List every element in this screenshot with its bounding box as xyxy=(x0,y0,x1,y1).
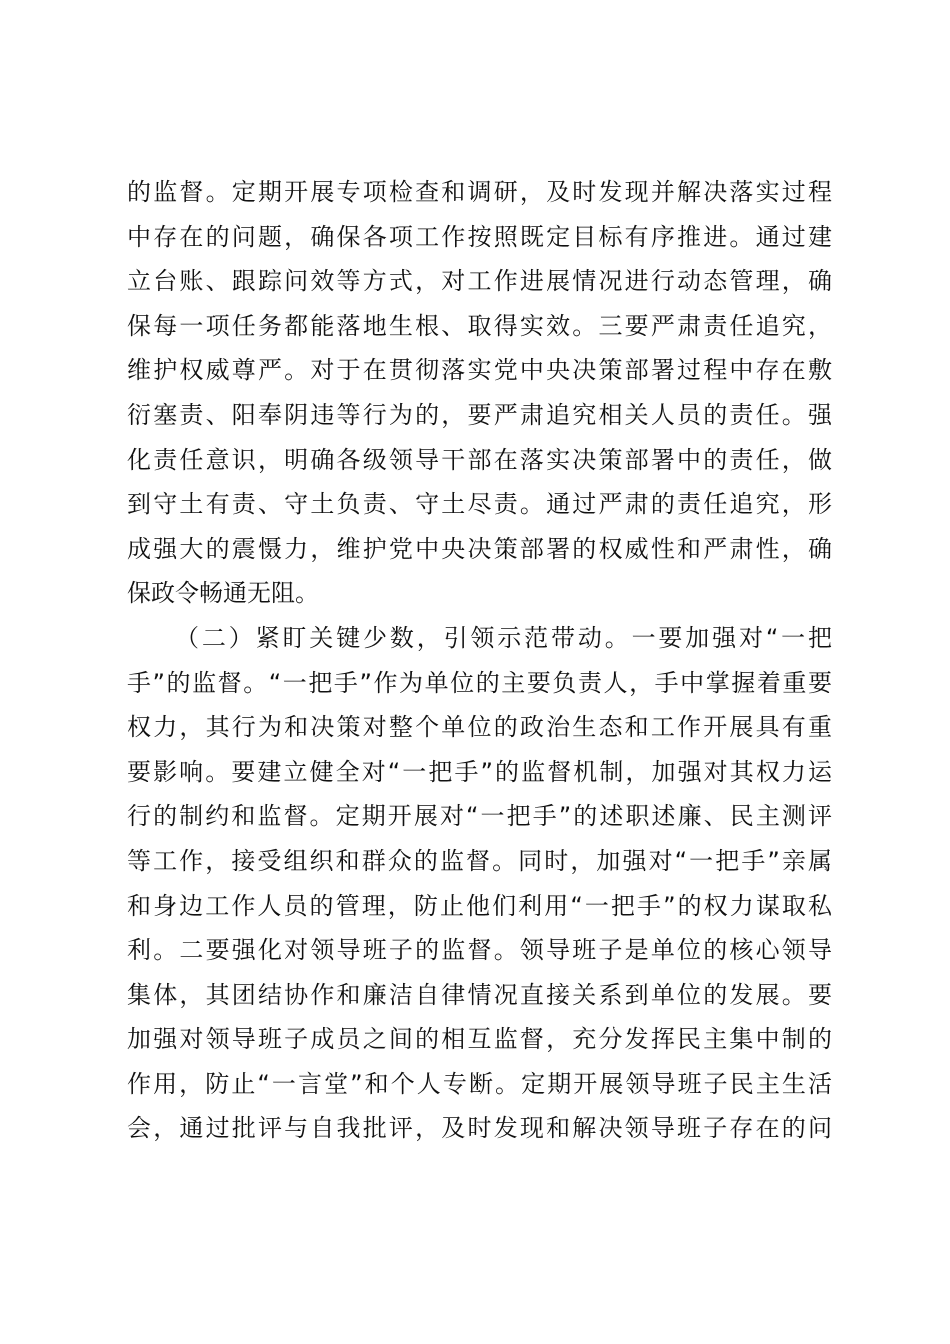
text-line: 成强大的震慑力，维护党中央决策部署的权威性和严肃性，确 xyxy=(127,534,832,563)
text-line: 作用，防止“一言堂”和个人专断。定期开展领导班子民主生活 xyxy=(127,1069,832,1098)
text-line: 要影响。要建立健全对“一把手”的监督机制，加强对其权力运 xyxy=(127,757,832,786)
text-line: 化责任意识，明确各级领导干部在落实决策部署中的责任，做 xyxy=(127,445,832,474)
text-line: 利。二要强化对领导班子的监督。领导班子是单位的核心领导 xyxy=(127,936,832,965)
text-line: 行的制约和监督。定期开展对“一把手”的述职述廉、民主测评 xyxy=(127,802,832,831)
text-line: 的监督。定期开展专项检查和调研，及时发现并解决落实过程 xyxy=(127,178,832,206)
body-text xyxy=(127,170,832,1151)
text-line: 立台账、跟踪问效等方式，对工作进展情况进行动态管理，确 xyxy=(127,267,832,296)
text-line: 和身边工作人员的管理，防止他们利用“一把手”的权力谋取私 xyxy=(127,891,832,920)
text-line: 权力，其行为和决策对整个单位的政治生态和工作开展具有重 xyxy=(127,713,832,742)
text-line: 保每一项任务都能落地生根、取得实效。三要严肃责任追究， xyxy=(127,311,832,340)
text-line: 中存在的问题，确保各项工作按照既定目标有序推进。通过建 xyxy=(127,222,832,251)
paragraph-start-line: （二）紧盯关键少数，引领示范带动。一要加强对“一把 xyxy=(175,623,832,652)
text-line: 加强对领导班子成员之间的相互监督，充分发挥民主集中制的 xyxy=(127,1025,832,1054)
text-line: 手”的监督。“一把手”作为单位的主要负责人，手中掌握着重要 xyxy=(127,668,832,697)
paragraph-end-line: 保政令畅通无阻。 xyxy=(127,579,319,608)
text-line: 到守土有责、守土负责、守土尽责。通过严肃的责任追究，形 xyxy=(127,490,832,519)
text-line: 衍塞责、阳奉阴违等行为的，要严肃追究相关人员的责任。强 xyxy=(127,400,832,429)
text-line: 维护权威尊严。对于在贯彻落实党中央决策部署过程中存在敷 xyxy=(127,356,832,385)
text-line: 等工作，接受组织和群众的监督。同时，加强对“一把手”亲属 xyxy=(127,846,832,875)
text-line: 集体，其团结协作和廉洁自律情况直接关系到单位的发展。要 xyxy=(127,980,832,1009)
text-line: 会，通过批评与自我批评，及时发现和解决领导班子存在的问 xyxy=(127,1114,832,1143)
